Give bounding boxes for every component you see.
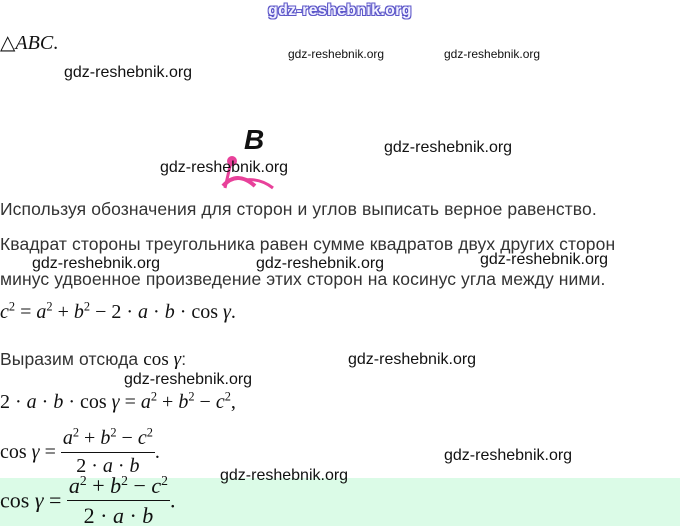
- express-text: [0, 349, 186, 371]
- triangle-name: ABC: [15, 32, 54, 54]
- theorem-line-1: Квадрат стороны треугольника равен сумме квадратов двух других сторон: [0, 234, 616, 254]
- express-prefix: Выразим отсюда: [0, 349, 144, 369]
- final-period: .: [169, 487, 176, 513]
- watermark: gdz-reshebnik.org: [220, 467, 349, 484]
- watermark: gdz-reshebnik.org: [32, 255, 161, 272]
- watermark: gdz-reshebnik.org: [64, 64, 193, 81]
- fraction-numerator: $a^2 + b^2 - c^2$: [61, 428, 155, 453]
- triangle-heading: [0, 30, 58, 55]
- watermark: gdz-reshebnik.org: [124, 371, 253, 388]
- final-formula: cos γ = $\frac{a^2 + b^2 - c^2}{2 \cdot a \cdot b}$ .: [0, 472, 176, 528]
- triangle-period: .: [53, 32, 59, 54]
- law-of-cosines-formula: $c^2 = a^2 + b^2 - 2 \cdot a \cdot b \cdot \cos \gamma$.: [0, 299, 236, 323]
- instruction-text: Используя обозначения для сторон и углов выписать верное равенство.: [0, 199, 597, 219]
- watermark: gdz-reshebnik.org: [444, 47, 541, 61]
- express-variable: cos γ: [143, 349, 182, 370]
- watermark: gdz-reshebnik.org: [348, 351, 477, 368]
- fraction-period: .: [154, 441, 160, 463]
- watermark: gdz-reshebnik.org: [480, 251, 609, 268]
- watermark-top: gdz-reshebnik.org: [268, 2, 412, 19]
- vertex-label-b: B: [244, 124, 265, 155]
- triangle-symbol: △: [0, 32, 16, 54]
- final-fraction-denominator: 2 · a · b: [83, 503, 154, 528]
- express-suffix: :: [181, 349, 187, 369]
- watermark: gdz-reshebnik.org: [160, 159, 289, 176]
- final-fraction-numerator: $a^2 + b^2 - c^2$: [67, 474, 170, 501]
- theorem-line-2: минус удвоенное произведение этих сторон на косинус угла между ними.: [0, 269, 606, 289]
- fraction: [61, 425, 155, 477]
- rearranged-formula: $2 \cdot a \cdot b \cdot \cos \gamma = a^2 + b^2 - c^2$,: [0, 389, 236, 413]
- watermark: gdz-reshebnik.org: [288, 47, 385, 61]
- fraction-formula: cos γ = $\frac{a^2 + b^2 - c^2}{2 \cdot a \cdot b}$ .: [0, 425, 160, 477]
- final-fraction: [67, 474, 170, 527]
- watermark: gdz-reshebnik.org: [256, 255, 385, 272]
- watermark: gdz-reshebnik.org: [384, 139, 513, 156]
- fraction-denominator: 2 · a · b: [76, 455, 140, 477]
- watermark: gdz-reshebnik.org: [444, 447, 573, 464]
